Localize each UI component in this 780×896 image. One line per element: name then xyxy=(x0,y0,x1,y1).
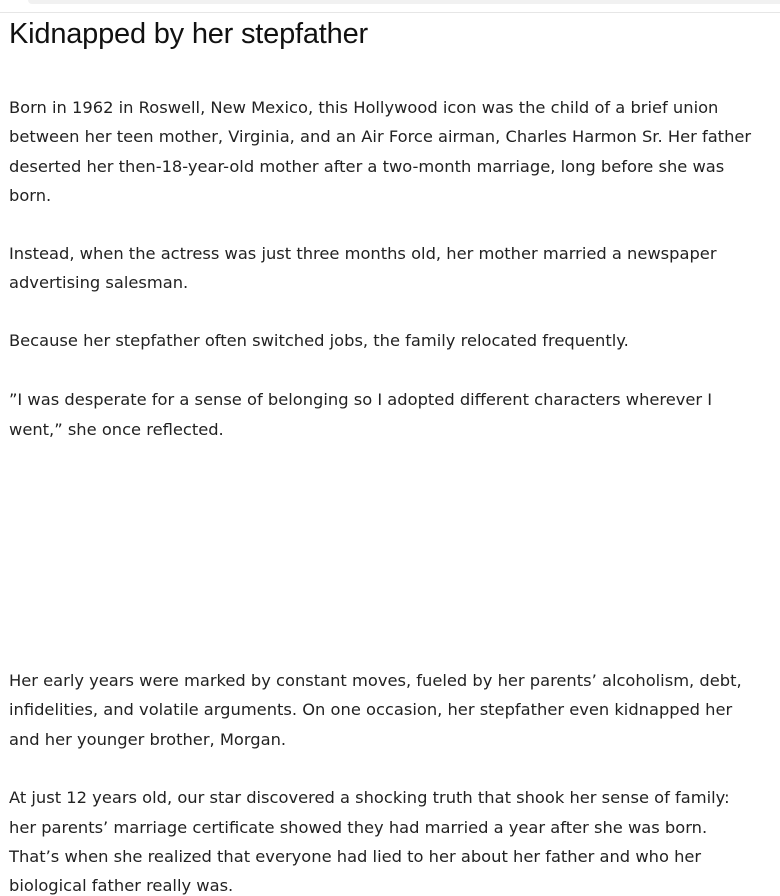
text-line: ”I was desperate for a sense of belonging so I adopted different characters wherever I xyxy=(9,390,713,410)
text-line: her parents’ marriage certificate showed they had married a year after she was born. xyxy=(9,817,708,837)
article-headline: Kidnapped by her stepfather xyxy=(9,18,368,50)
top-bar xyxy=(0,0,780,13)
paragraph-discovery xyxy=(9,783,780,896)
text-line: Her early years were marked by constant moves, fueled by her parents’ alcoholism, debt, xyxy=(9,670,742,690)
text-line: advertising salesman. xyxy=(9,273,189,293)
paragraph-quote xyxy=(9,385,780,444)
paragraph-early-years xyxy=(9,666,780,754)
article-body xyxy=(9,16,780,896)
text-line: Instead, when the actress was just three months old, her mother married a newspaper xyxy=(9,243,717,263)
text-line: went,” she once reflected. xyxy=(9,419,224,439)
text-line: between her teen mother, Virginia, and an Air Force airman, Charles Harmon Sr. Her father xyxy=(9,127,752,147)
top-bar-edge xyxy=(28,0,780,4)
paragraph-mother-remarried xyxy=(9,239,780,298)
text-line: That’s when she realized that everyone had lied to her about her father and who her xyxy=(9,846,702,866)
text-line: deserted her then-18-year-old mother after a two-month marriage, long before she was xyxy=(9,156,725,176)
paragraph-birth xyxy=(9,93,780,210)
text-line: infidelities, and volatile arguments. On one occasion, her stepfather even kidnapped her xyxy=(9,700,733,720)
text-line: Born in 1962 in Roswell, New Mexico, this Hollywood icon was the child of a brief union xyxy=(9,98,719,117)
text-line: biological father really was. xyxy=(9,876,234,896)
text-line: Because her stepfather often switched jobs, the family relocated frequently. xyxy=(9,331,629,351)
paragraph-relocation xyxy=(9,326,780,355)
text-line: and her younger brother, Morgan. xyxy=(9,729,287,749)
text-line: At just 12 years old, our star discovered a shocking truth that shook her sense of family: xyxy=(9,788,730,808)
text-line: born. xyxy=(9,185,52,205)
ad-placeholder xyxy=(9,444,780,654)
